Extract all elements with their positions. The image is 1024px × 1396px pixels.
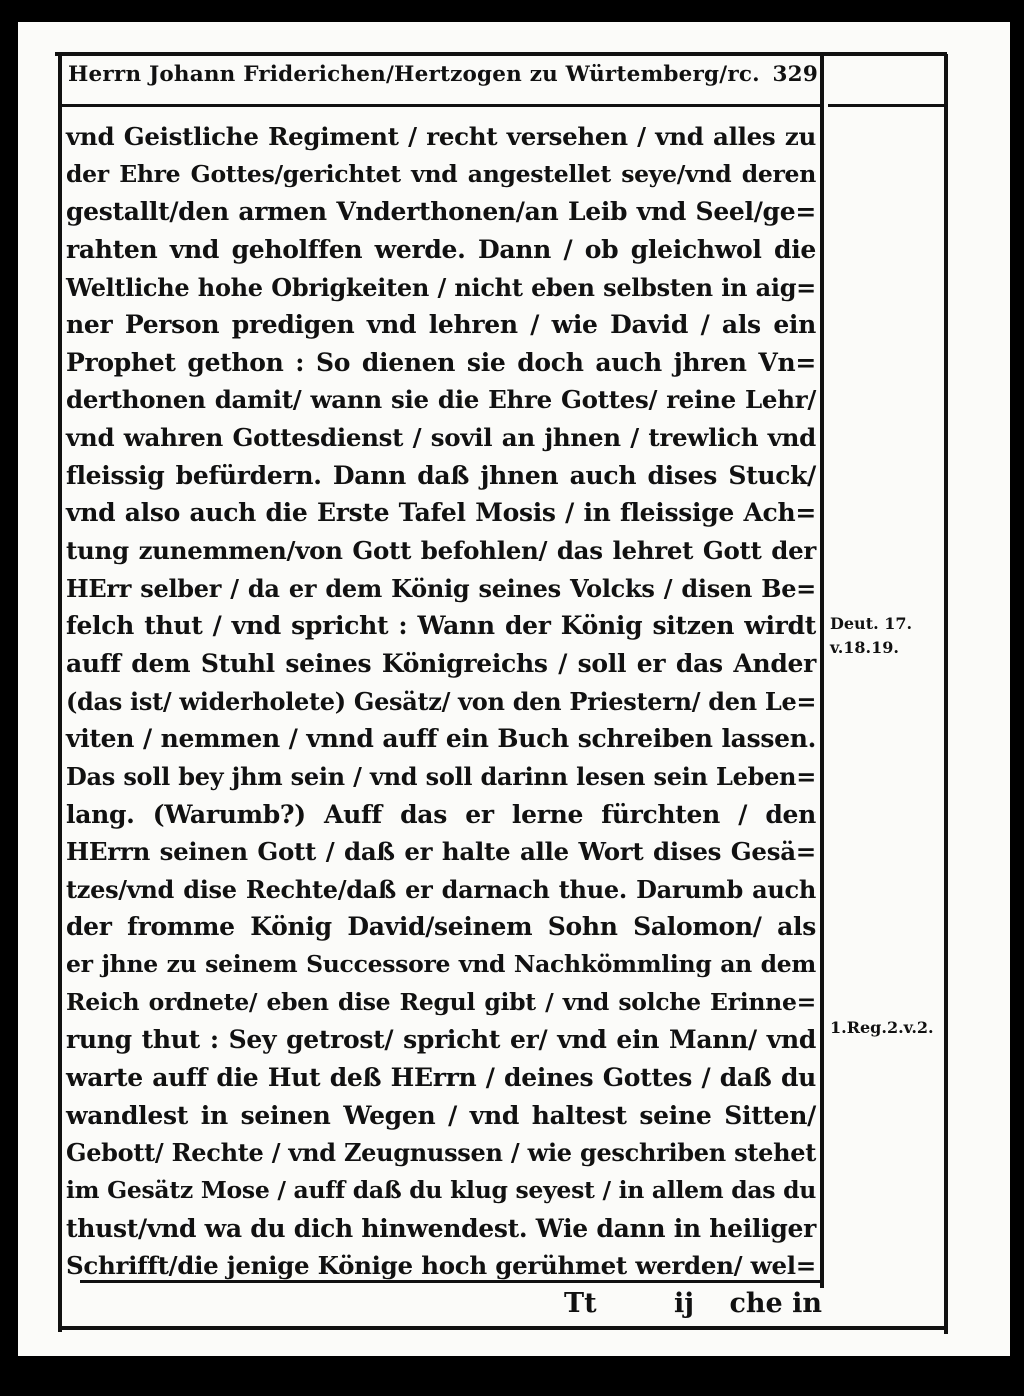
text-line: HErr selber / da er dem König seines Volcks / disen Be= bbox=[66, 573, 816, 603]
margin-note-reg bbox=[830, 1016, 940, 1040]
scan-border-top bbox=[0, 0, 1024, 22]
text-line: vnd wahren Gottesdienst / sovil an jhnen / trewlich vnd bbox=[66, 423, 816, 453]
text-line: HErrn seinen Gott / daß er halte alle Wort dises Gesä= bbox=[66, 837, 816, 867]
running-head bbox=[68, 62, 818, 100]
text-line: lang. (Warumb?) Auff das er lerne fürchten / den bbox=[66, 799, 816, 829]
text-line: Reich ordnete/ eben dise Regul gibt / vnd solche Erinne= bbox=[66, 987, 816, 1016]
text-line: viten / nemmen / vnnd auff ein Buch schreiben lassen. bbox=[66, 724, 816, 754]
column-rule-head bbox=[820, 56, 824, 106]
text-line: tzes/vnd dise Rechte/daß er darnach thue. Darumb auch bbox=[66, 874, 816, 904]
text-line: felch thut / vnd spricht : Wann der König sitzen wirdt bbox=[66, 611, 816, 641]
text-line: (das ist/ widerholete) Gesätz/ von den Priestern/ den Le= bbox=[66, 686, 817, 716]
folio-mark: ij bbox=[674, 1288, 695, 1319]
text-line: ner Person predigen vnd lehren / wie David / als ein bbox=[66, 310, 816, 340]
frame-rule-right bbox=[944, 54, 948, 1334]
text-line: Gebott/ Rechte / vnd Zeugnussen / wie geschriben stehet bbox=[66, 1138, 816, 1168]
catchword: che in bbox=[729, 1288, 822, 1319]
text-line: Prophet gethon : So dienen sie doch auch jhren Vn= bbox=[66, 347, 816, 377]
text-line: der Ehre Gottes/gerichtet vnd angestellet seye/vnd deren bbox=[66, 159, 816, 188]
text-line: gestallt/den armen Vnderthonen/an Leib vnd Seel/ge= bbox=[66, 197, 816, 227]
margin-note-deut-text: Deut. 17. v.18.19. bbox=[830, 614, 913, 657]
text-line: der fromme König David/seinem Sohn Salomon/ als bbox=[66, 912, 816, 942]
text-line: Das soll bey jhm sein / vnd soll darinn lesen sein Leben= bbox=[66, 761, 816, 791]
page-number: 329 bbox=[772, 62, 818, 87]
body-text bbox=[66, 118, 816, 1285]
header-rule-margin bbox=[828, 104, 946, 107]
text-line: im Gesätz Mose / auff daß du klug seyest / in allem das du bbox=[66, 1175, 816, 1204]
text-line: tung zunemmen/von Gott befohlen/ das lehret Gott der bbox=[66, 536, 816, 566]
text-line: thust/vnd wa du dich hinwendest. Wie dann in heiliger bbox=[66, 1213, 816, 1243]
header-rule bbox=[60, 104, 820, 107]
text-line: wandlest in seinen Wegen / vnd haltest seine Sitten/ bbox=[66, 1100, 816, 1130]
column-rule bbox=[820, 104, 824, 1288]
text-line: vnd Geistliche Regiment / recht versehen / vnd alles zu bbox=[66, 122, 816, 151]
running-head-title: Herrn Johann Friderichen/Hertzogen zu Würtemberg/rc. bbox=[68, 62, 760, 87]
text-line: warte auff die Hut deß HErrn / deines Gottes / daß du bbox=[66, 1063, 816, 1093]
signature-mark: Tt bbox=[564, 1288, 597, 1319]
scan-border-left bbox=[0, 0, 18, 1396]
frame-rule-top bbox=[55, 52, 947, 56]
margin-note-deut bbox=[830, 612, 940, 660]
margin-note-reg-text: 1.Reg.2.v.2. bbox=[830, 1018, 934, 1037]
scan-border-bottom bbox=[0, 1356, 1024, 1396]
frame-rule-left bbox=[58, 52, 62, 1332]
text-line: fleissig befürdern. Dann daß jhnen auch dises Stuck/ bbox=[66, 460, 816, 490]
text-line: auff dem Stuhl seines Königreichs / soll er das Ander bbox=[66, 648, 816, 678]
scan-border-right bbox=[1010, 0, 1024, 1396]
text-line: rung thut : Sey getrost/ spricht er/ vnd ein Mann/ vnd bbox=[66, 1025, 816, 1055]
text-line: Schrifft/die jenige Könige hoch gerühmet werden/ wel= bbox=[66, 1251, 816, 1281]
text-line: er jhne zu seinem Successore vnd Nachkömmling an dem bbox=[66, 950, 816, 979]
text-line: rahten vnd geholffen werde. Dann / ob gleichwol die bbox=[66, 234, 816, 264]
page-footer bbox=[80, 1288, 822, 1324]
text-line: derthonen damit/ wann sie die Ehre Gottes/ reine Lehr/ bbox=[66, 385, 816, 415]
text-line: vnd also auch die Erste Tafel Mosis / in fleissige Ach= bbox=[66, 498, 816, 528]
frame-rule-bottom bbox=[58, 1326, 948, 1330]
text-line: Weltliche hohe Obrigkeiten / nicht eben selbsten in aig= bbox=[66, 272, 816, 302]
